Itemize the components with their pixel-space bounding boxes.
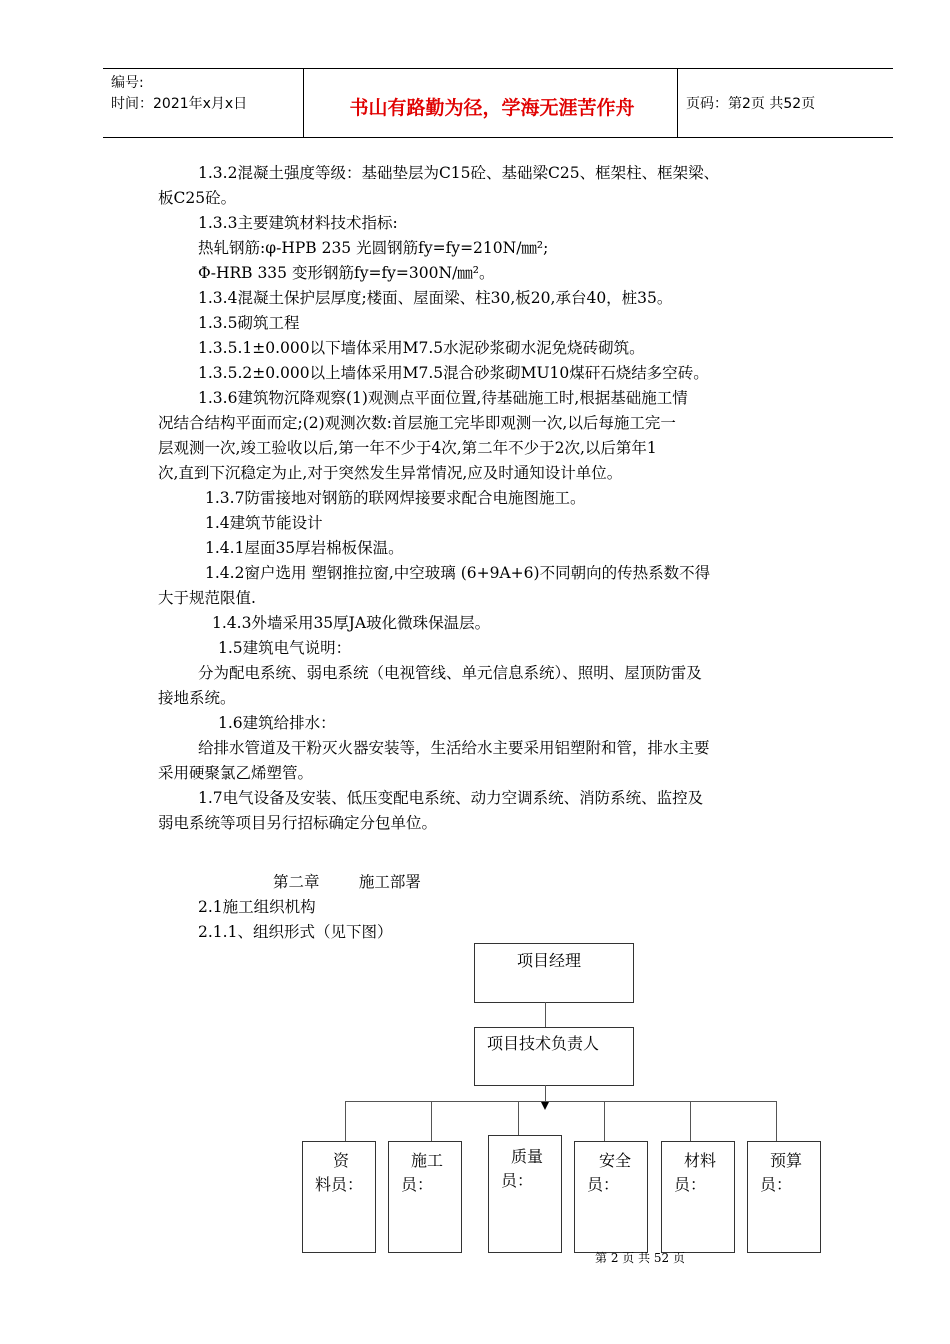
text-line: 况结合结构平面而定;(2)观测次数:首层施工完毕即观测一次,以后每施工完一	[158, 414, 676, 432]
header-page-number: 页码：第2页 共52页	[686, 96, 816, 112]
org-box-role: 资 料员：	[302, 1141, 376, 1253]
chapter-heading: 第二章 施工部署	[273, 873, 421, 891]
header-divider	[303, 69, 304, 137]
arrow-down-icon	[541, 1102, 549, 1110]
org-connector	[345, 1101, 346, 1141]
text-line: 1.3.6建筑物沉降观察(1)观测点平面位置,待基础施工时,根据基础施工情	[198, 389, 688, 407]
text-line: 次,直到下沉稳定为止,对于突然发生异常情况,应及时通知设计单位。	[158, 464, 623, 482]
text-line: 分为配电系统、弱电系统（电视管线、单元信息系统）、照明、屋顶防雷及	[198, 664, 702, 682]
text-line: 2.1施工组织机构	[198, 898, 316, 916]
text-line: 1.4.1屋面35厚岩棉板保温。	[205, 539, 404, 557]
page-footer: 第 2 页 共 52 页	[595, 1251, 685, 1265]
org-connector	[345, 1101, 776, 1102]
header-meta	[111, 73, 247, 115]
page-header	[103, 68, 893, 138]
org-box-role: 预算 员：	[747, 1141, 821, 1253]
text-line: 1.3.4混凝土保护层厚度;楼面、屋面梁、柱30,板20,承台40，桩35。	[198, 289, 673, 307]
text-line: 给排水管道及干粉灭火器安装等，生活给水主要采用铝塑附和管，排水主要	[198, 739, 710, 757]
text-line: 1.3.7防雷接地对钢筋的联网焊接要求配合电施图施工。	[205, 489, 586, 507]
text-line: 1.3.3主要建筑材料技术指标:	[198, 214, 398, 232]
time-label: 时间：2021年x月x日	[111, 96, 248, 112]
org-box-project-manager: 项目经理	[474, 943, 634, 1003]
text-line: 弱电系统等项目另行招标确定分包单位。	[158, 814, 438, 832]
text-line: 1.4.2窗户选用 塑钢推拉窗,中空玻璃 (6+9A+6)不同朝向的传热系数不得	[205, 564, 711, 582]
number-label: 编号:	[111, 75, 144, 91]
text-line: 1.4建筑节能设计	[205, 514, 323, 532]
text-line: Φ-HRB 335 变形钢筋fy=fy=300N/㎜²。	[198, 264, 495, 282]
text-line: 大于规范限值.	[158, 589, 256, 607]
text-line: 1.3.5.2±0.000以上墙体采用M7.5混合砂浆砌MU10煤矸石烧结多空砖。	[198, 364, 709, 382]
text-line: 采用硬聚氯乙烯塑管。	[158, 764, 314, 782]
org-box-technical-lead: 项目技术负责人	[474, 1027, 634, 1086]
org-box-role: 质量 员：	[488, 1135, 562, 1253]
header-motto: 书山有路勤为径，学海无涯苦作舟	[349, 97, 635, 119]
text-line: 层观测一次,竣工验收以后,第一年不少于4次,第二年不少于2次,以后第年1	[158, 439, 657, 457]
org-connector	[545, 1002, 546, 1027]
org-box-role: 施工 员：	[388, 1141, 462, 1253]
text-line: 1.4.3外墙采用35厚JA玻化微珠保温层。	[212, 614, 491, 632]
text-line: 2.1.1、组织形式（见下图）	[198, 923, 393, 941]
text-line: 1.7电气设备及安装、低压变配电系统、动力空调系统、消防系统、监控及	[198, 789, 704, 807]
text-line: 板C25砼。	[158, 189, 237, 207]
org-box-role: 安全 员：	[574, 1141, 648, 1253]
text-line: 1.3.5砌筑工程	[198, 314, 300, 332]
text-line: 1.3.2混凝土强度等级：基础垫层为C15砼、基础梁C25、框架柱、框架梁、	[198, 164, 720, 182]
org-box-role: 材料 员：	[661, 1141, 735, 1253]
text-line: 1.6建筑给排水：	[218, 714, 336, 732]
text-line: 接地系统。	[158, 689, 236, 707]
text-line: 1.3.5.1±0.000以下墙体采用M7.5水泥砂浆砌水泥免烧砖砌筑。	[198, 339, 645, 357]
text-line: 热轧钢筋:φ-HPB 235 光圆钢筋fy=fy=210N/㎜²;	[198, 239, 549, 257]
text-line: 1.5建筑电气说明：	[218, 639, 352, 657]
